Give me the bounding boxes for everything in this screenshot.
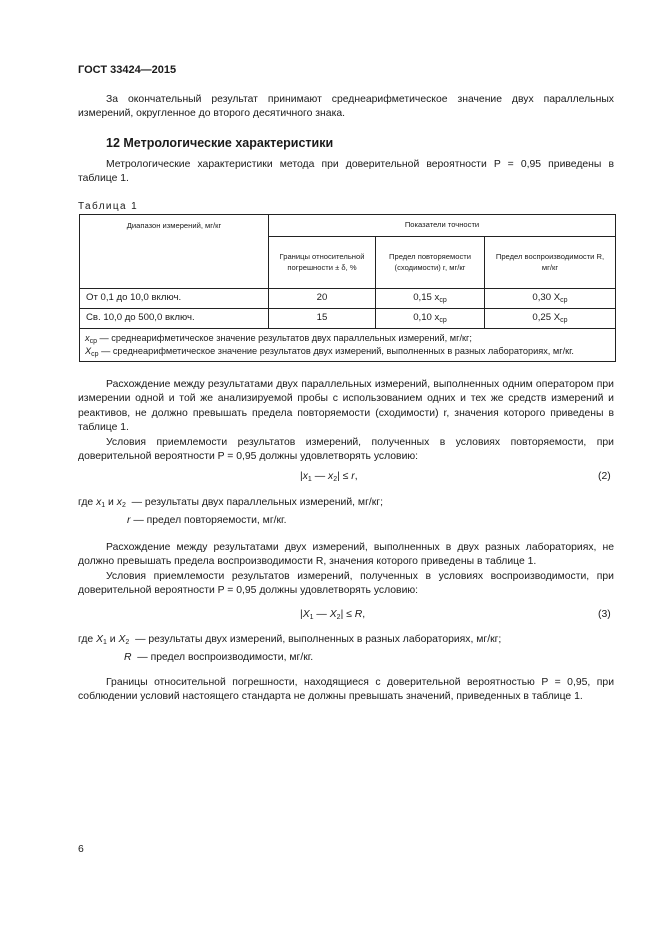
reproducibility-cell: 0,30 $X_{ср}$ [485,289,616,309]
reproducibility-cell: 0,25 $X_{ср}$ [485,309,616,329]
document-header: ГОСТ 33424—2015 [78,64,177,76]
range-cell: Св. 10,0 до 500,0 включ. [80,309,269,329]
formula-legend: R — предел воспроизводимости, мг/кг. [124,652,314,663]
repeatability-cell: 0,10 $x_{ср}$ [376,309,485,329]
formula-legend: r — предел повторяемости, мг/кг. [127,515,287,526]
reproducibility-paragraphs: Расхождение между результатами двух измерений, выполненных в двух разных лабораториях, не должно превышать предела воспроизводимости R, значения которого приведены в таблице 1. Условия приемлемости результатов измерений, полученных в условиях воспроизводимости, при доверительной вероятности P = 0,95 должны удовлетворять условию: [78,542,614,597]
table-row [80,309,616,329]
repeatability-paragraphs: Расхождение между результатами двух параллельных измерений, выполненных одним оператором при измерении одной и той же анализируемой пробы с использованием одних и тех же средств измерений и реактивов, не должно превышать предела повторяемости (сходимости) r, значения которого приведены в таблице 1. Условия приемлемости результатов измерений, полученных в условиях повторяемости, при доверительной вероятности P = 0,95 должны удовлетворять условию: [78,379,614,463]
formula-reproducibility: $|X_1$ — $X_2| \le R$, [300,609,366,621]
formula-legend: где $x_1$ и $x_2$ — результаты двух параллельных измерений, мг/кг; [78,497,383,509]
repeatability-cell: 0,15 $x_{ср}$ [376,289,485,309]
table-row [80,289,616,309]
section-intro-paragraph: Метрологические характеристики метода при доверительной вероятности P = 0,95 приведены в таблице 1. [78,159,614,185]
section-title: 12 Метрологические характеристики [106,136,334,150]
repeatability-column-header: Предел повторяемости (сходимости) r, мг/кг [376,237,485,289]
table-note: $X_{ср}$ — среднеарифметическое значение результатов двух измерений, выполненных в разных лабораториях, мг/кг. [85,346,574,358]
delta-column-header: Границы относительной погрешности ± δ, % [269,237,376,289]
precision-table [79,214,616,362]
table-label: Таблица 1 [78,201,139,212]
page-number: 6 [78,844,84,855]
intro-paragraph: За окончательный результат принимают среднеарифметическое значение двух параллельных измерений, округленное до второго десятичного знака. [78,94,614,120]
formula-repeatability: $|x_1$ — $x_2| \le r$, [300,471,358,483]
precision-group-header: Показатели точности [269,215,616,237]
delta-cell: 20 [269,289,376,309]
closing-paragraph: Границы относительной погрешности, находящиеся с доверительной вероятностью P = 0,95, при соблюдении условий настоящего стандарта не должны превышать значений, приведенных в таблице 1. [78,677,614,703]
range-cell: От 0,1 до 10,0 включ. [80,289,269,309]
formula-number: (3) [598,609,611,620]
delta-cell: 15 [269,309,376,329]
reproducibility-column-header: Предел воспроизводимости R, мг/кг [485,237,616,289]
table-notes [80,329,616,362]
formula-legend: где $X_1$ и $X_2$ — результаты двух измерений, выполненных в разных лабораториях, мг/кг; [78,634,502,646]
range-column-header: Диапазон измерений, мг/кг [80,215,269,289]
table-note: $x_{ср}$ — среднеарифметическое значение результатов двух параллельных измерений, мг/кг; [85,333,472,345]
formula-number: (2) [598,471,611,482]
